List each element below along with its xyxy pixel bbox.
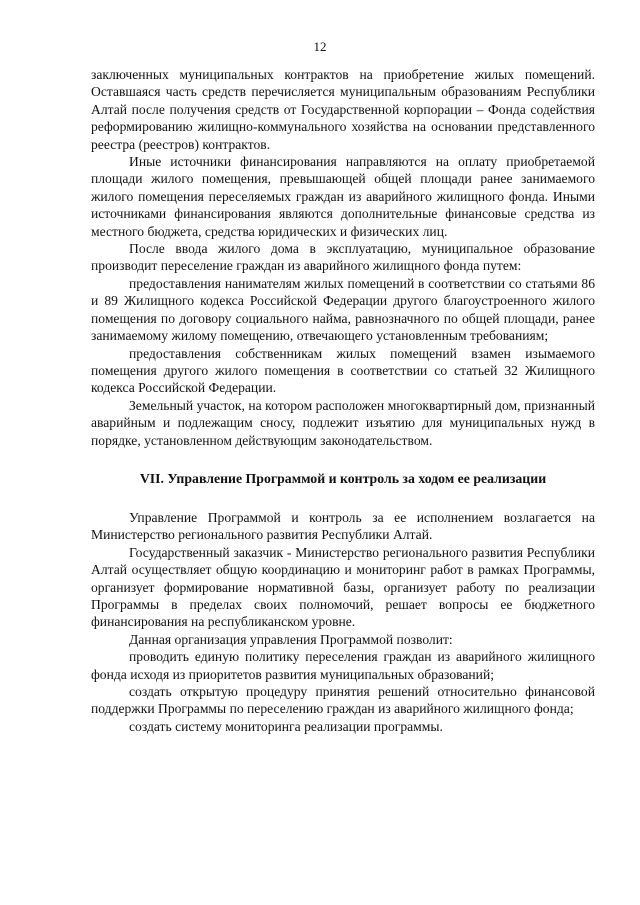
paragraph: Иные источники финансирования направляются на оплату приобретаемой площади жилого помещения, превышающей общей площади ранее занимаемого жилого помещения переселяемых граждан из аварийного жилищного фонда. Иными источниками финансирования являются дополнительные финансовые средства из местного бюджета, средства юридических и физических лиц. <box>91 154 595 239</box>
page-number: 12 <box>313 39 327 54</box>
section-heading: VII. Управление Программой и контроль за ходом ее реализации <box>139 470 547 486</box>
paragraph: После ввода жилого дома в эксплуатацию, муниципальное образование производит переселение граждан из аварийного жилищного фонда путем: <box>91 241 595 274</box>
list-item-paragraph: создать открытую процедуру принятия решений относительно финансовой поддержки Программы по переселению граждан из аварийного жилищного фонда; <box>91 684 595 717</box>
paragraph: Государственный заказчик - Министерство регионального развития Республики Алтай осуществляет общую координацию и мониторинг работ в рамках Программы, организует формирование нормативной базы, организует работу по реализации Программы в пределах своих полномочий, решает вопросы ее бюджетного финансирования на республиканском уровне. <box>91 544 595 630</box>
list-item-paragraph: создать систему мониторинга реализации программы. <box>129 718 443 734</box>
paragraph: Управление Программой и контроль за ее исполнением возлагается на Министерство регионального развития Республики Алтай. <box>91 509 595 543</box>
list-item-paragraph: предоставления нанимателям жилых помещений в соответствии со статьями 86 и 89 Жилищного кодекса Российской Федерации другого благоустроенного жилого помещения по договору социального найма, равнозначного по общей площади, ранее занимаемому жилому помещению, отвечающего установленным требованиям; <box>91 275 595 344</box>
paragraph: Земельный участок, на котором расположен многоквартирный дом, признанный аварийным и подлежащим сносу, подлежит изъятию для муниципальных нужд в порядке, установленном действующим законодательством. <box>91 397 595 448</box>
list-item-paragraph: проводить единую политику переселения граждан из аварийного жилищного фонда исходя из приоритетов развития муниципальных образований; <box>91 649 595 682</box>
document-body <box>91 66 595 735</box>
paragraph: заключенных муниципальных контрактов на приобретение жилых помещений. Оставшаяся часть средств перечисляется муниципальным образованиям Республики Алтай после получения средств от Государственной корпорации – Фонда содействия реформированию жилищно-коммунального хозяйства на основании представленного реестра (реестров) контрактов. <box>91 67 595 152</box>
paragraph: Данная организация управления Программой позволит: <box>129 631 453 647</box>
list-item-paragraph: предоставления собственникам жилых помещений взамен изымаемого помещения другого жилого помещения в соответствии со статьей 32 Жилищного кодекса Российской Федерации. <box>91 345 595 396</box>
